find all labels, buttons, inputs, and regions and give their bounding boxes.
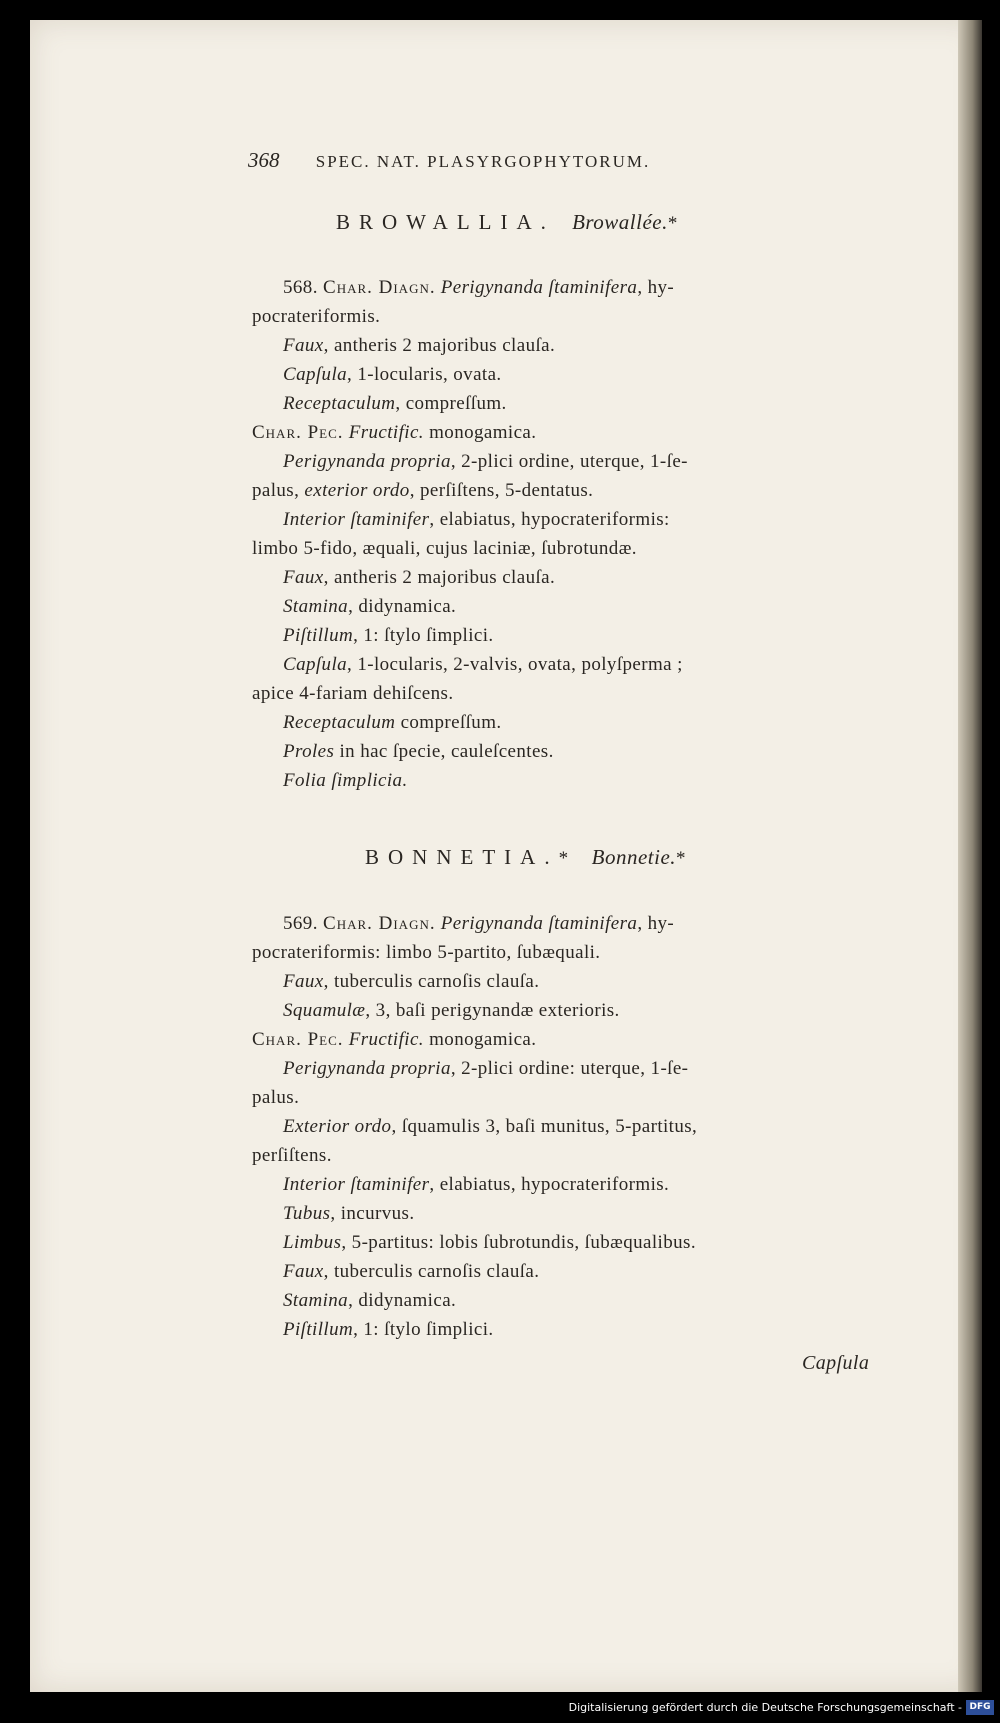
- text-fragment: , 1: ſtylo ſimplici.: [353, 625, 494, 646]
- term: Perigynanda propria: [283, 1058, 451, 1079]
- char-diagn-label: Char. Diagn.: [323, 913, 436, 934]
- text-fragment: , hy-: [637, 277, 675, 298]
- text-fragment: in hac ſpecie, cauleſcentes.: [339, 741, 554, 762]
- term: Faux: [283, 971, 324, 992]
- text-fragment: , 2-plici ordine: uterque, 1-ſe-: [450, 1058, 689, 1079]
- text-fragment: , 3, baſi perigynandæ exterioris.: [365, 1000, 620, 1021]
- genus-heading-browallia: [336, 210, 678, 235]
- term: Proles: [283, 741, 335, 762]
- entry-568-line-6: [252, 422, 536, 444]
- entry-569-line-2: pocrateriformis: limbo 5-partito, ſubæquali.: [252, 942, 601, 963]
- char-pec-label: Char. Pec.: [252, 422, 344, 443]
- entry-568-line-9: [283, 509, 670, 531]
- entry-569-line-3: [283, 971, 539, 993]
- char-diagn-label: Char. Diagn.: [323, 277, 436, 298]
- running-head: [248, 148, 650, 173]
- term: Fructific.: [348, 1029, 424, 1050]
- genus-french-name: Bonnetie.: [591, 845, 677, 869]
- entry-569-line-12: [283, 1232, 696, 1254]
- text-fragment: , tuberculis carnoſis clauſa.: [323, 1261, 540, 1282]
- entry-568-line-7: [283, 451, 688, 473]
- entry-number: 568.: [283, 277, 318, 298]
- term: Piſtillum: [283, 625, 354, 646]
- diagnosis-term: Perigynanda ſtaminifera: [440, 277, 638, 298]
- text-fragment: , perſiſtens, 5-dentatus.: [409, 480, 594, 501]
- text-fragment: , tuberculis carnoſis clauſa.: [323, 971, 540, 992]
- entry-568-line-10: limbo 5-fido, æquali, cujus laciniæ, ſubrotundæ.: [252, 538, 637, 559]
- entry-568-line-8: [252, 480, 593, 502]
- term: Capſula: [283, 654, 348, 675]
- genus-heading-bonnetia: [365, 845, 686, 870]
- text-fragment: compreſſum.: [400, 712, 502, 733]
- running-title: SPEC. NAT. PLASYRGOPHYTORUM.: [315, 152, 651, 171]
- text-fragment: , 1-locularis, 2-valvis, ovata, polyſperma ;: [347, 654, 683, 675]
- entry-568-line-3: [283, 335, 555, 357]
- term: Squamulæ: [283, 1000, 366, 1021]
- entry-568-line-2: pocrateriformis.: [252, 306, 381, 327]
- entry-569-line-8: [283, 1116, 697, 1138]
- entry-number: 569.: [283, 913, 318, 934]
- term: Interior ſtaminifer: [283, 1174, 430, 1195]
- text-fragment: , antheris 2 majoribus clauſa.: [323, 335, 556, 356]
- entry-568-line-1: [283, 277, 674, 299]
- entry-569-line-4: [283, 1000, 620, 1022]
- entry-568-line-11: [283, 567, 555, 589]
- genus-name: BROWALLIA.: [336, 210, 555, 234]
- term: Receptaculum: [283, 712, 396, 733]
- asterisk-mark: *: [676, 848, 686, 869]
- entry-569-line-13: [283, 1261, 539, 1283]
- entry-569-line-11: [283, 1203, 415, 1225]
- text-fragment: , incurvus.: [330, 1203, 415, 1224]
- text-fragment: , 1-locularis, ovata.: [347, 364, 502, 385]
- term: Limbus: [283, 1232, 342, 1253]
- text-fragment: monogamica.: [429, 422, 537, 443]
- term: Capſula: [283, 364, 348, 385]
- entry-569-line-6: [283, 1058, 688, 1080]
- digitization-footer: [0, 1696, 1000, 1723]
- text-fragment: , didynamica.: [348, 1290, 457, 1311]
- text-fragment: , 5-partitus: lobis ſubrotundis, ſubæqualibus.: [341, 1232, 696, 1253]
- page-number: 368: [248, 148, 280, 172]
- term: Piſtillum: [283, 1319, 354, 1340]
- diagnosis-term: Perigynanda ſtaminifera: [440, 913, 638, 934]
- entry-568-line-4: [283, 364, 502, 386]
- term: Folia ſimplicia.: [283, 770, 408, 791]
- text-fragment: , hy-: [637, 913, 675, 934]
- term: Exterior ordo: [283, 1116, 392, 1137]
- text-fragment: monogamica.: [429, 1029, 537, 1050]
- dfg-logo: DFG: [966, 1700, 994, 1715]
- catchword: Capſula: [802, 1352, 870, 1374]
- term: Tubus: [283, 1203, 331, 1224]
- entry-568-line-16: [283, 712, 502, 734]
- entry-568-line-13: [283, 625, 494, 647]
- text-fragment: palus,: [252, 480, 300, 501]
- term: Stamina: [283, 1290, 349, 1311]
- term: Fructific.: [348, 422, 424, 443]
- text-fragment: , ſquamulis 3, baſi munitus, 5-partitus,: [391, 1116, 698, 1137]
- genus-name: BONNETIA.: [365, 845, 559, 869]
- entry-569-line-5: [252, 1029, 536, 1051]
- genus-french-name: Browallée.: [572, 210, 668, 234]
- text-fragment: , antheris 2 majoribus clauſa.: [323, 567, 556, 588]
- entry-568-line-14: [283, 654, 683, 676]
- page-edge: [958, 20, 982, 1692]
- entry-568-line-17: [283, 741, 554, 763]
- entry-568-line-15: apice 4-fariam dehiſcens.: [252, 683, 454, 704]
- text-fragment: , elabiatus, hypocrateriformis:: [429, 509, 670, 530]
- entry-569-line-9: perſiſtens.: [252, 1145, 332, 1166]
- entry-568-line-5: [283, 393, 507, 415]
- text-fragment: , 1: ſtylo ſimplici.: [353, 1319, 494, 1340]
- term: exterior ordo: [304, 480, 410, 501]
- text-fragment: , didynamica.: [348, 596, 457, 617]
- asterisk-mark: *: [558, 848, 569, 869]
- term: Stamina: [283, 596, 349, 617]
- entry-569-line-15: [283, 1319, 494, 1341]
- text-fragment: , 2-plici ordine, uterque, 1-ſe-: [450, 451, 688, 472]
- text-fragment: , compreſſum.: [395, 393, 507, 414]
- term: Faux: [283, 567, 324, 588]
- term: Receptaculum: [283, 393, 396, 414]
- entry-569-line-14: [283, 1290, 456, 1312]
- asterisk-mark: *: [667, 213, 678, 234]
- entry-569-line-7: palus.: [252, 1087, 300, 1108]
- entry-569-line-10: [283, 1174, 669, 1196]
- term: Perigynanda propria: [283, 451, 451, 472]
- char-pec-label: Char. Pec.: [252, 1029, 344, 1050]
- term: Interior ſtaminifer: [283, 509, 430, 530]
- term: Faux: [283, 1261, 324, 1282]
- entry-568-line-12: [283, 596, 456, 618]
- term: Faux: [283, 335, 324, 356]
- entry-568-line-18: [283, 770, 408, 792]
- footer-text: Digitalisierung gefördert durch die Deutsche Forschungsgemeinschaft -: [568, 1701, 962, 1714]
- text-fragment: , elabiatus, hypocrateriformis.: [429, 1174, 670, 1195]
- entry-569-line-1: [283, 913, 674, 935]
